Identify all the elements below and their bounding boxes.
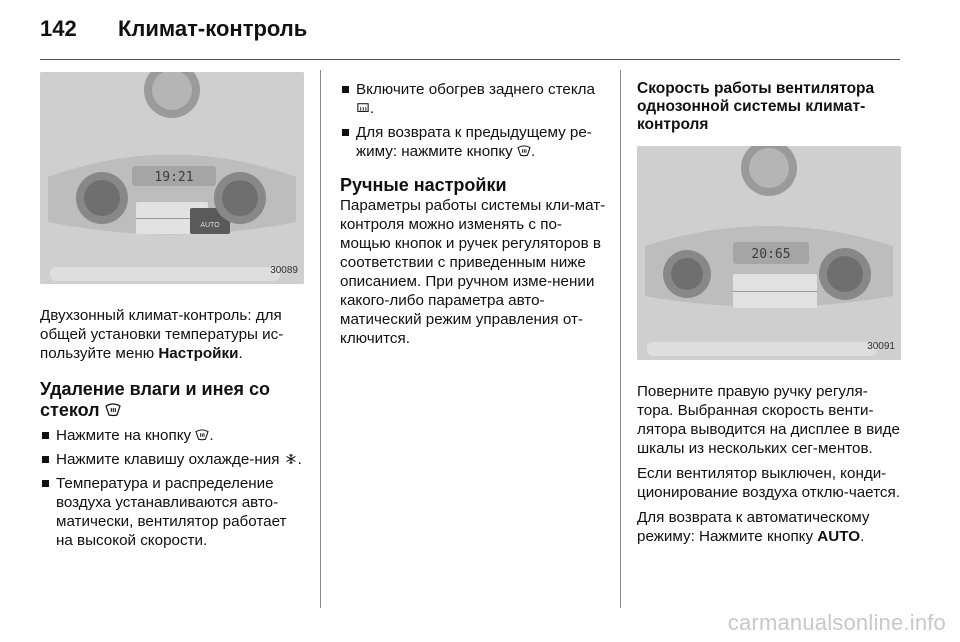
intro-paragraph xyxy=(40,306,304,363)
figure-number: 30089 xyxy=(270,265,298,276)
list-item: Нажмите на кнопку . xyxy=(40,426,304,445)
single-zone-panel-drawing xyxy=(637,146,901,360)
windscreen-defrost-icon xyxy=(517,145,531,157)
fan-speed-heading: Скорость работы вентилятора однозонной системы климат-контроля xyxy=(637,80,875,133)
windscreen-defrost-icon xyxy=(105,403,121,417)
column-divider xyxy=(320,70,321,608)
manual-settings-paragraph: Параметры работы системы кли-мат-контроля можно изменять с по-мощью кнопок и ручек регуляторов в соответствии с приведенным ниже описанием. При ручном изме-нении какого-либо параметра авто-матический режим управления от-ключится. xyxy=(340,197,606,347)
list-item: Нажмите клавишу охлажде-ния . xyxy=(40,450,304,469)
manual-settings-heading: Ручные настройки xyxy=(340,175,507,195)
defrost-heading-text: Удаление влаги и инея со стекол xyxy=(40,379,271,420)
defrost-heading xyxy=(40,379,304,421)
fan-speed-paragraph: Поверните правую ручку регуля-тора. Выбранная скорость венти-лятора выводится на дисплее в виде шкалы из нескольких сег-ментов. xyxy=(637,383,900,457)
rear-window-steps xyxy=(340,80,606,161)
page-header xyxy=(40,16,307,48)
auto-term: AUTO xyxy=(817,528,861,545)
column-divider xyxy=(620,70,621,608)
auto-mode-paragraph: Для возврата к автоматическому режиму: Нажмите кнопку AUTO. xyxy=(637,509,870,545)
auto-button-label: AUTO xyxy=(200,222,220,229)
column-3 xyxy=(637,80,901,546)
intro-text-end: . xyxy=(238,345,243,362)
list-item: Для возврата к предыдущему ре-жиму: нажмите кнопку . xyxy=(340,123,606,161)
watermark: carmanualsonline.info xyxy=(727,610,946,635)
snowflake-icon xyxy=(284,453,298,465)
single-zone-panel-image xyxy=(637,146,901,360)
header-rule xyxy=(40,59,900,60)
panel-display-1: 19:21 xyxy=(154,170,194,185)
defrost-steps xyxy=(40,426,304,550)
page-title: Климат-контроль xyxy=(118,16,308,41)
dual-zone-panel-image xyxy=(40,72,304,284)
column-1 xyxy=(40,72,304,550)
settings-menu-term: Настройки xyxy=(158,345,239,362)
intro-text: Двухзонный климат-контроль: для общей установки температуры ис-пользуйте меню xyxy=(40,307,284,362)
list-item: Температура и распределение воздуха устанавливаются авто-матически, вентилятор работает на высокой скорости. xyxy=(40,474,304,550)
windscreen-defrost-icon xyxy=(195,429,209,441)
column-2 xyxy=(340,80,606,348)
page-number: 142 xyxy=(40,16,77,41)
fan-off-paragraph: Если вентилятор выключен, конди-ционирование воздуха отклю-чается. xyxy=(637,465,900,501)
panel-display-2: 20:65 xyxy=(751,247,791,262)
dual-zone-panel-drawing xyxy=(40,72,304,284)
list-item: Включите обогрев заднего стекла . xyxy=(340,80,606,118)
rear-window-heat-icon xyxy=(356,102,370,114)
figure-number: 30091 xyxy=(867,341,895,352)
